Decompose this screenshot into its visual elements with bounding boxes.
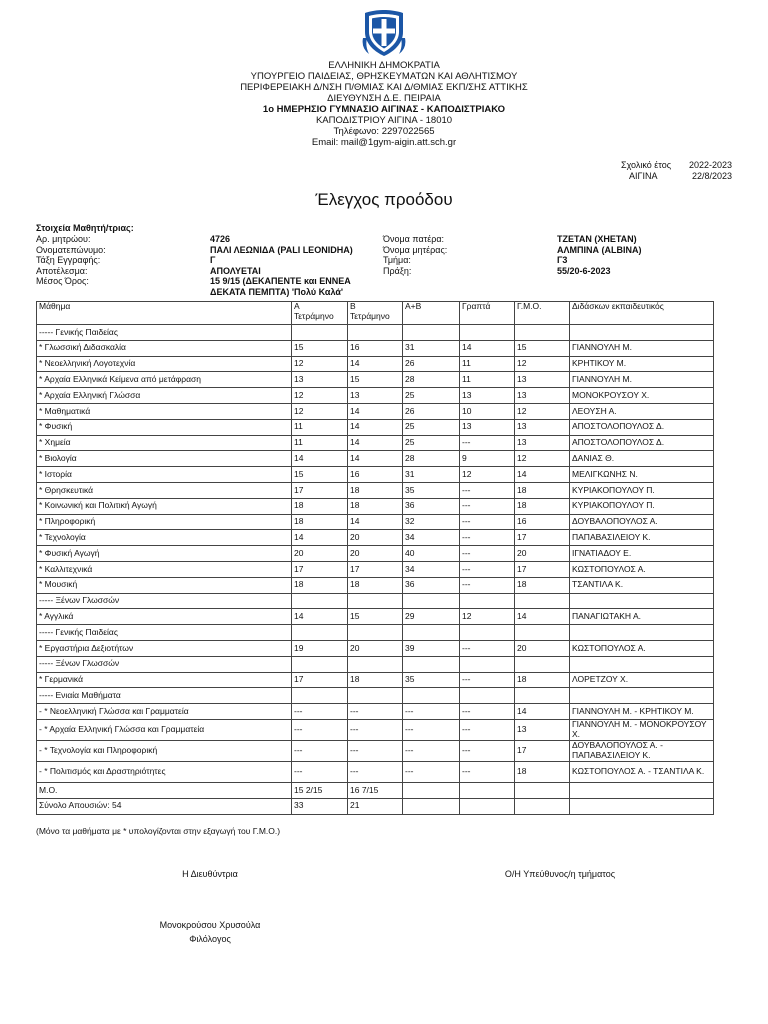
- cell-subject: * Καλλιτεχνικά: [37, 561, 292, 577]
- director-name: Μονοκρούσου Χρυσούλα: [159, 920, 261, 930]
- cell-term-b: ---: [348, 704, 403, 720]
- cell-gmo: [515, 656, 570, 672]
- cell-teacher: ΚΥΡΙΑΚΟΠΟΥΛΟΥ Π.: [570, 482, 714, 498]
- table-row: [37, 740, 714, 761]
- cell-written: 12: [460, 467, 515, 483]
- cell-gmo: 14: [515, 704, 570, 720]
- average-value-line1: 15 9/15 (ΔΕΚΑΠΕΝΤΕ και ΕΝΝΕΑ: [210, 276, 351, 286]
- cell-written: ---: [460, 640, 515, 656]
- cell-term-b: 14: [348, 403, 403, 419]
- cell-term-b: [348, 656, 403, 672]
- cell-term-b: 18: [348, 498, 403, 514]
- department-label: Τμήμα:: [383, 255, 411, 265]
- father-value: ΤΖΕΤΑΝ (ΧΗΕΤΑΝ): [557, 234, 637, 244]
- cell-a-plus-b: 25: [403, 435, 460, 451]
- cell-term-b: [348, 593, 403, 609]
- table-row: [37, 577, 714, 593]
- cell-term-b: 20: [348, 530, 403, 546]
- cell-term-a: 15: [292, 340, 348, 356]
- cell-gmo: 13: [515, 388, 570, 404]
- cell-subject: * Αρχαία Ελληνική Γλώσσα: [37, 388, 292, 404]
- cell-subject: * Χημεία: [37, 435, 292, 451]
- cell-gmo: 18: [515, 672, 570, 688]
- cell-subject: ----- Ξένων Γλωσσών: [37, 593, 292, 609]
- cell-written: [460, 593, 515, 609]
- cell-written: [460, 688, 515, 704]
- cell-term-a: 18: [292, 577, 348, 593]
- cell-written: [460, 625, 515, 641]
- cell-subject: * Φυσική Αγωγή: [37, 546, 292, 562]
- table-row: [37, 782, 714, 798]
- cell-term-a: ---: [292, 719, 348, 740]
- cell-term-b: [348, 625, 403, 641]
- cell-gmo: 14: [515, 467, 570, 483]
- header-line: ΠΕΡΙΦΕΡΕΙΑΚΗ Δ/ΝΣΗ Π/ΘΜΙΑΣ ΚΑΙ Δ/ΘΜΙΑΣ ΕΚΠ/ΣΗΣ ΑΤΤΙΚΗΣ: [240, 82, 528, 93]
- cell-teacher: ΤΣΑΝΤΙΛΑ Κ.: [570, 577, 714, 593]
- cell-written: 13: [460, 419, 515, 435]
- cell-subject: * Βιολογία: [37, 451, 292, 467]
- cell-written: 14: [460, 340, 515, 356]
- cell-teacher: ΚΩΣΤΟΠΟΥΛΟΣ Α. - ΤΣΑΝΤΙΛΑ Κ.: [570, 761, 714, 782]
- table-row: [37, 530, 714, 546]
- table-row: [37, 372, 714, 388]
- header-line: ΥΠΟΥΡΓΕΙΟ ΠΑΙΔΕΙΑΣ, ΘΡΗΣΚΕΥΜΑΤΩΝ ΚΑΙ ΑΘΛΗΤΙΣΜΟΥ: [250, 71, 518, 82]
- cell-subject: Σύνολο Απουσιών: 54: [37, 798, 292, 814]
- cell-teacher: ΙΓΝΑΤΙΑΔΟΥ Ε.: [570, 546, 714, 562]
- cell-subject: Μ.Ο.: [37, 782, 292, 798]
- cell-term-a: 12: [292, 356, 348, 372]
- table-row: [37, 561, 714, 577]
- cell-teacher: ΑΠΟΣΤΟΛΟΠΟΥΛΟΣ Δ.: [570, 435, 714, 451]
- table-row: [37, 761, 714, 782]
- cell-subject: * Ιστορία: [37, 467, 292, 483]
- cell-term-b: ---: [348, 719, 403, 740]
- class-supervisor-title: Ο/Η Υπεύθυνος/η τμήματος: [504, 869, 616, 879]
- student-info: [36, 223, 736, 301]
- cell-written: 10: [460, 403, 515, 419]
- director-name-block: [130, 918, 290, 946]
- cell-term-b: ---: [348, 761, 403, 782]
- table-row: [37, 719, 714, 740]
- cell-teacher: [570, 325, 714, 341]
- cell-term-b: 14: [348, 356, 403, 372]
- result-value: ΑΠΟΛΥΕΤΑΙ: [210, 265, 261, 276]
- cell-written: ---: [460, 577, 515, 593]
- cell-teacher: ΜΕΛΙΓΚΩΝΗΣ Ν.: [570, 467, 714, 483]
- table-row: [37, 672, 714, 688]
- cell-teacher: [570, 593, 714, 609]
- cell-term-b: 18: [348, 577, 403, 593]
- cell-subject: * Εργαστήρια Δεξιοτήτων: [37, 640, 292, 656]
- cell-a-plus-b: [403, 782, 460, 798]
- cell-term-a: [292, 325, 348, 341]
- cell-teacher: ΠΑΝΑΓΙΩΤΑΚΗ Α.: [570, 609, 714, 625]
- cell-a-plus-b: [403, 325, 460, 341]
- cell-a-plus-b: ---: [403, 761, 460, 782]
- cell-a-plus-b: ---: [403, 740, 460, 761]
- name-value: ΠΑΛΙ ΛΕΩΝΙΔΑ (PALI LEONIDHA): [210, 244, 353, 255]
- gmo-note: (Μόνο τα μαθήματα με * υπολογίζονται στην εξαγωγή του Γ.Μ.Ο.): [36, 826, 281, 836]
- cell-written: ---: [460, 435, 515, 451]
- cell-term-a: 12: [292, 403, 348, 419]
- cell-gmo: 13: [515, 372, 570, 388]
- cell-teacher: ΓΙΑΝΝΟΥΛΗ Μ. - ΜΟΝΟΚΡΟΥΣΟΥ Χ.: [570, 719, 714, 740]
- cell-term-b: 15: [348, 372, 403, 388]
- col-header-gmo: Γ.Μ.Ο.: [515, 302, 570, 325]
- average-value-line2: ΔΕΚΑΤΑ ΠΕΜΠΤΑ) 'Πολύ Καλά': [210, 286, 344, 297]
- cell-subject: * Κοινωνική και Πολιτική Αγωγή: [37, 498, 292, 514]
- cell-gmo: 17: [515, 740, 570, 761]
- col-header-written: Γραπτά: [460, 302, 515, 325]
- cell-written: [460, 798, 515, 814]
- cell-term-b: 16 7/15: [348, 782, 403, 798]
- cell-teacher: ΚΡΗΤΙΚΟΥ Μ.: [570, 356, 714, 372]
- cell-term-b: 17: [348, 561, 403, 577]
- cell-term-b: 16: [348, 340, 403, 356]
- col-header-term-b: [348, 302, 403, 325]
- cell-a-plus-b: 31: [403, 340, 460, 356]
- cell-written: 11: [460, 372, 515, 388]
- cell-subject: ----- Γενικής Παιδείας: [37, 625, 292, 641]
- place: ΑΙΓΙΝΑ: [629, 171, 658, 181]
- cell-a-plus-b: 29: [403, 609, 460, 625]
- cell-term-a: 33: [292, 798, 348, 814]
- cell-term-a: 14: [292, 609, 348, 625]
- mother-label: Όνομα μητέρας:: [383, 244, 448, 255]
- cell-teacher: [570, 782, 714, 798]
- cell-term-b: 14: [348, 435, 403, 451]
- cell-term-b: 13: [348, 388, 403, 404]
- cell-term-b: 14: [348, 419, 403, 435]
- cell-subject: - * Νεοελληνική Γλώσσα και Γραμματεία: [37, 704, 292, 720]
- cell-teacher: ΛΟΡΕΤΖΟΥ Χ.: [570, 672, 714, 688]
- table-row: [37, 514, 714, 530]
- grades-table: [36, 301, 714, 815]
- cell-gmo: 13: [515, 419, 570, 435]
- cell-term-b: [348, 688, 403, 704]
- cell-subject: * Γλωσσική Διδασκαλία: [37, 340, 292, 356]
- cell-term-a: [292, 688, 348, 704]
- cell-subject: ----- Γενικής Παιδείας: [37, 325, 292, 341]
- col-header-term-a-word: Τετράμηνο: [294, 310, 334, 321]
- cell-subject: * Νεοελληνική Λογοτεχνία: [37, 356, 292, 372]
- cell-a-plus-b: 31: [403, 467, 460, 483]
- cell-a-plus-b: [403, 625, 460, 641]
- cell-a-plus-b: 35: [403, 672, 460, 688]
- school-year-label: Σχολικό έτος: [621, 160, 672, 170]
- header-line: ΔΙΕΥΘΥΝΣΗ Δ.Ε. ΠΕΙΡΑΙΑ: [327, 93, 441, 104]
- cell-a-plus-b: 25: [403, 419, 460, 435]
- cell-term-b: [348, 325, 403, 341]
- cell-subject: - * Πολιτισμός και Δραστηριότητες: [37, 761, 292, 782]
- cell-term-a: 17: [292, 561, 348, 577]
- cell-teacher: [570, 688, 714, 704]
- cell-a-plus-b: 39: [403, 640, 460, 656]
- cell-term-a: 11: [292, 435, 348, 451]
- cell-written: ---: [460, 761, 515, 782]
- reg-value: 4726: [210, 234, 231, 244]
- cell-written: ---: [460, 561, 515, 577]
- cell-term-a: 15: [292, 467, 348, 483]
- cell-gmo: 18: [515, 577, 570, 593]
- cell-written: [460, 325, 515, 341]
- cell-a-plus-b: 26: [403, 403, 460, 419]
- school-name: 1ο ΗΜΕΡΗΣΙΟ ΓΥΜΝΑΣΙΟ ΑΙΓΙΝΑΣ - ΚΑΠΟΔΙΣΤΡΙΑΚΟ: [262, 104, 506, 115]
- cell-written: 9: [460, 451, 515, 467]
- col-header-term-a-letter: Α: [294, 301, 300, 311]
- cell-term-a: 11: [292, 419, 348, 435]
- cell-a-plus-b: 26: [403, 356, 460, 372]
- cell-written: ---: [460, 514, 515, 530]
- col-header-teachers: Διδάσκων εκπαιδευτικός: [570, 302, 714, 325]
- table-row: [37, 546, 714, 562]
- cell-gmo: 17: [515, 561, 570, 577]
- cell-written: 11: [460, 356, 515, 372]
- cell-term-b: 14: [348, 514, 403, 530]
- department-value: Γ3: [557, 255, 568, 265]
- table-row: [37, 640, 714, 656]
- cell-term-a: 13: [292, 372, 348, 388]
- cell-term-b: 14: [348, 451, 403, 467]
- col-header-term-b-letter: Β: [350, 301, 356, 311]
- cell-gmo: 15: [515, 340, 570, 356]
- act-label: Πράξη:: [383, 265, 412, 276]
- cell-a-plus-b: 32: [403, 514, 460, 530]
- cell-term-a: 18: [292, 498, 348, 514]
- cell-subject: * Πληροφορική: [37, 514, 292, 530]
- school-year-value: 2022-2023: [689, 160, 733, 170]
- cell-teacher: ΚΩΣΤΟΠΟΥΛΟΣ Α.: [570, 561, 714, 577]
- cell-written: ---: [460, 530, 515, 546]
- cell-a-plus-b: 35: [403, 482, 460, 498]
- cell-a-plus-b: 36: [403, 577, 460, 593]
- cell-gmo: 12: [515, 356, 570, 372]
- table-header-row: [37, 302, 714, 325]
- table-row: [37, 403, 714, 419]
- student-section-label: Στοιχεία Μαθητή/τριας:: [36, 223, 134, 233]
- act-value: 55/20-6-2023: [557, 265, 611, 276]
- table-row: [37, 704, 714, 720]
- cell-term-a: 18: [292, 514, 348, 530]
- cell-subject: * Αγγλικά: [37, 609, 292, 625]
- cell-gmo: 12: [515, 451, 570, 467]
- cell-term-a: ---: [292, 704, 348, 720]
- cell-written: ---: [460, 546, 515, 562]
- cell-gmo: [515, 798, 570, 814]
- average-label: Μέσος Όρος:: [36, 276, 89, 286]
- cell-a-plus-b: [403, 593, 460, 609]
- table-row: [37, 798, 714, 814]
- table-row: [37, 435, 714, 451]
- cell-subject: - * Τεχνολογία και Πληροφορική: [37, 740, 292, 761]
- cell-subject: - * Αρχαία Ελληνική Γλώσσα και Γραμματεία: [37, 719, 292, 740]
- cell-teacher: ΔΟΥΒΑΛΟΠΟΥΛΟΣ Α.: [570, 514, 714, 530]
- cell-gmo: 18: [515, 761, 570, 782]
- cell-written: ---: [460, 498, 515, 514]
- cell-term-a: 19: [292, 640, 348, 656]
- cell-term-a: [292, 625, 348, 641]
- col-header-a-plus-b: Α+Β: [403, 302, 460, 325]
- director-signature: [150, 867, 270, 881]
- col-header-term-a: [292, 302, 348, 325]
- cell-gmo: 13: [515, 435, 570, 451]
- cell-a-plus-b: 36: [403, 498, 460, 514]
- cell-teacher: ΛΕΟΥΣΗ Α.: [570, 403, 714, 419]
- cell-term-a: 15 2/15: [292, 782, 348, 798]
- cell-a-plus-b: ---: [403, 704, 460, 720]
- cell-term-a: [292, 593, 348, 609]
- cell-gmo: [515, 688, 570, 704]
- cell-a-plus-b: 40: [403, 546, 460, 562]
- cell-term-a: ---: [292, 761, 348, 782]
- cell-subject: * Θρησκευτικά: [37, 482, 292, 498]
- greek-republic-emblem: [359, 8, 409, 58]
- table-row: [37, 388, 714, 404]
- school-email: Email: mail@1gym-aigin.att.sch.gr: [311, 137, 457, 148]
- cell-term-a: 17: [292, 672, 348, 688]
- cell-teacher: ΓΙΑΝΝΟΥΛΗ Μ. - ΚΡΗΤΙΚΟΥ Μ.: [570, 704, 714, 720]
- cell-written: [460, 656, 515, 672]
- cell-gmo: 14: [515, 609, 570, 625]
- cell-written: ---: [460, 719, 515, 740]
- cell-subject: * Μουσική: [37, 577, 292, 593]
- cell-a-plus-b: ---: [403, 719, 460, 740]
- father-label: Όνομα πατέρα:: [383, 234, 445, 244]
- cell-teacher: ΓΙΑΝΝΟΥΛΗ Μ.: [570, 340, 714, 356]
- page-title: Έλεγχος προόδου: [315, 190, 453, 209]
- cell-teacher: [570, 798, 714, 814]
- director-role: Φιλόλογος: [189, 934, 231, 944]
- table-row: [37, 656, 714, 672]
- cell-gmo: [515, 593, 570, 609]
- cell-term-a: 14: [292, 451, 348, 467]
- col-header-term-b-word: Τετράμηνο: [350, 310, 390, 321]
- cell-gmo: [515, 782, 570, 798]
- cell-teacher: ΑΠΟΣΤΟΛΟΠΟΥΛΟΣ Δ.: [570, 419, 714, 435]
- cell-term-b: 18: [348, 672, 403, 688]
- school-address: ΚΑΠΟΔΙΣΤΡΙΟΥ ΑΙΓΙΝΑ - 18010: [315, 115, 453, 126]
- cell-gmo: [515, 325, 570, 341]
- table-row: [37, 451, 714, 467]
- school-phone: Τηλέφωνο: 2297022565: [333, 126, 435, 137]
- cell-term-a: 12: [292, 388, 348, 404]
- cell-written: ---: [460, 482, 515, 498]
- cell-gmo: 12: [515, 403, 570, 419]
- col-header-subject: Μάθημα: [37, 302, 292, 325]
- cell-subject: * Γερμανικά: [37, 672, 292, 688]
- cell-written: ---: [460, 704, 515, 720]
- cell-term-a: 20: [292, 546, 348, 562]
- reg-label: Αρ. μητρώου:: [36, 234, 91, 244]
- cell-subject: ----- Ξένων Γλωσσών: [37, 656, 292, 672]
- cell-term-b: 18: [348, 482, 403, 498]
- cell-term-b: 15: [348, 609, 403, 625]
- table-row: [37, 482, 714, 498]
- cell-teacher: [570, 625, 714, 641]
- cell-subject: * Τεχνολογία: [37, 530, 292, 546]
- cell-gmo: [515, 625, 570, 641]
- table-row: [37, 467, 714, 483]
- mother-value: ΑΛΜΠΙΝΑ (ALBINA): [557, 244, 642, 255]
- cell-a-plus-b: 28: [403, 451, 460, 467]
- cell-term-b: 20: [348, 546, 403, 562]
- header-line: ΕΛΛΗΝΙΚΗ ΔΗΜΟΚΡΑΤΙΑ: [328, 60, 440, 71]
- table-row: [37, 688, 714, 704]
- cell-teacher: ΓΙΑΝΝΟΥΛΗ Μ.: [570, 372, 714, 388]
- cell-teacher: ΚΥΡΙΑΚΟΠΟΥΛΟΥ Π.: [570, 498, 714, 514]
- cell-subject: * Αρχαία Ελληνικά Κείμενα από μετάφραση: [37, 372, 292, 388]
- table-row: [37, 356, 714, 372]
- cell-subject: ----- Ενιαία Μαθήματα: [37, 688, 292, 704]
- cell-subject: * Φυσική: [37, 419, 292, 435]
- table-row: [37, 340, 714, 356]
- cell-a-plus-b: [403, 656, 460, 672]
- cell-teacher: ΠΑΠΑΒΑΣΙΛΕΙΟΥ Κ.: [570, 530, 714, 546]
- class-value: Γ: [210, 255, 216, 265]
- cell-teacher: ΚΩΣΤΟΠΟΥΛΟΣ Α.: [570, 640, 714, 656]
- director-title: Η Διευθύντρια: [182, 869, 238, 879]
- table-row: [37, 609, 714, 625]
- cell-gmo: 17: [515, 530, 570, 546]
- cell-teacher: ΜΟΝΟΚΡΟΥΣΟΥ Χ.: [570, 388, 714, 404]
- date: 22/8/2023: [692, 171, 733, 181]
- cell-gmo: 16: [515, 514, 570, 530]
- cell-written: ---: [460, 740, 515, 761]
- table-row: [37, 625, 714, 641]
- cell-a-plus-b: 28: [403, 372, 460, 388]
- cell-teacher: [570, 656, 714, 672]
- cell-a-plus-b: [403, 688, 460, 704]
- table-row: [37, 419, 714, 435]
- cell-teacher: ΔΑΝΙΑΣ Θ.: [570, 451, 714, 467]
- authority-header: [0, 60, 768, 148]
- table-row: [37, 593, 714, 609]
- cell-written: 13: [460, 388, 515, 404]
- table-row: [37, 498, 714, 514]
- class-supervisor-signature: [480, 867, 640, 881]
- cell-written: 12: [460, 609, 515, 625]
- cell-written: ---: [460, 672, 515, 688]
- cell-gmo: 20: [515, 546, 570, 562]
- class-label: Τάξη Εγγραφής:: [36, 255, 101, 265]
- cell-written: [460, 782, 515, 798]
- cell-gmo: 13: [515, 719, 570, 740]
- cell-a-plus-b: 25: [403, 388, 460, 404]
- cell-a-plus-b: 34: [403, 530, 460, 546]
- cell-gmo: 18: [515, 482, 570, 498]
- name-label: Ονοματεπώνυμο:: [36, 244, 106, 255]
- cell-term-b: 21: [348, 798, 403, 814]
- table-row: [37, 325, 714, 341]
- cell-subject: * Μαθηματικά: [37, 403, 292, 419]
- cell-a-plus-b: [403, 798, 460, 814]
- cell-term-a: 14: [292, 530, 348, 546]
- cell-gmo: 18: [515, 498, 570, 514]
- cell-teacher: ΔΟΥΒΑΛΟΠΟΥΛΟΣ Α. - ΠΑΠΑΒΑΣΙΛΕΙΟΥ Κ.: [570, 740, 714, 761]
- cell-term-b: 16: [348, 467, 403, 483]
- cell-term-a: 17: [292, 482, 348, 498]
- cell-term-b: 20: [348, 640, 403, 656]
- cell-a-plus-b: 34: [403, 561, 460, 577]
- cell-term-a: [292, 656, 348, 672]
- result-label: Αποτέλεσμα:: [36, 265, 88, 276]
- cell-term-b: ---: [348, 740, 403, 761]
- cell-term-a: ---: [292, 740, 348, 761]
- cell-gmo: 20: [515, 640, 570, 656]
